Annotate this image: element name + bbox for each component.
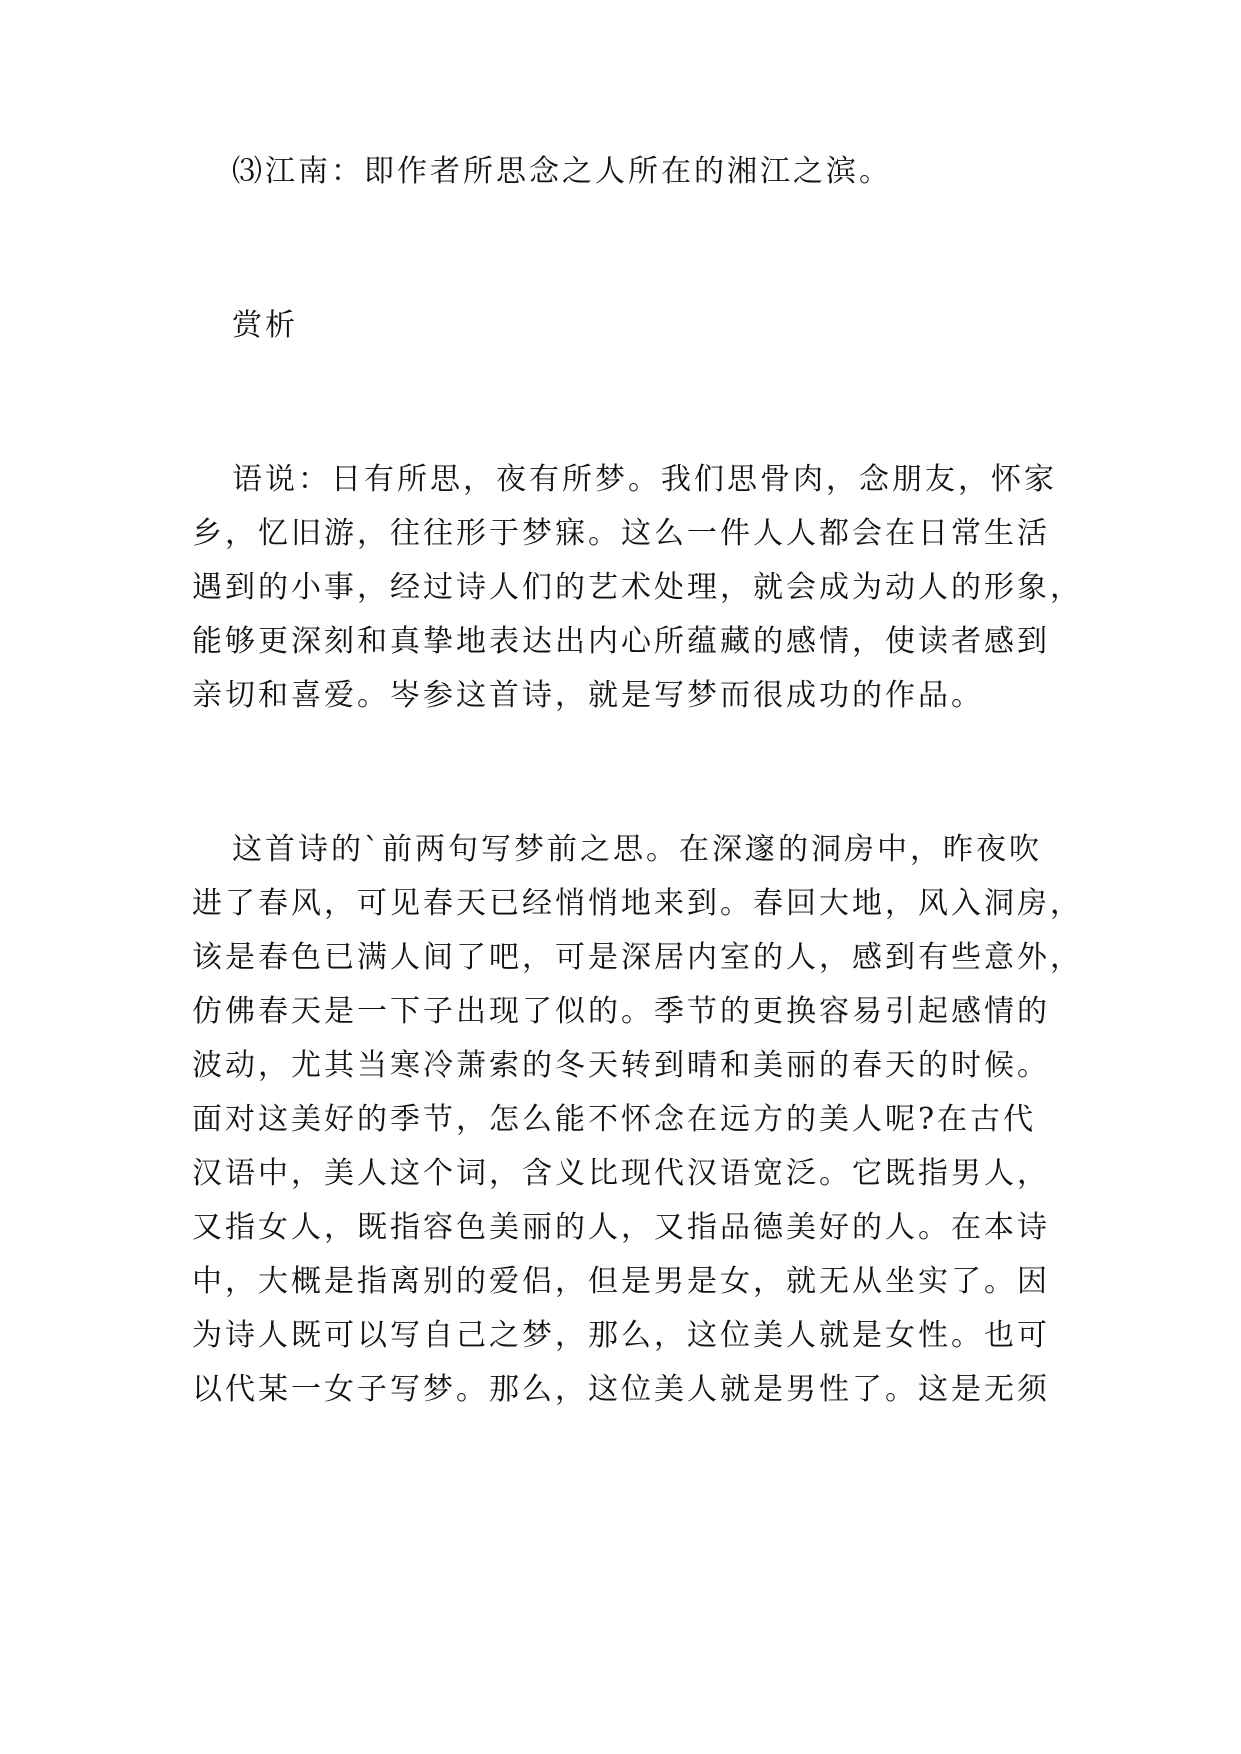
paragraph-line: 中，大概是指离别的爱侣，但是男是女，就无从坐实了。因	[192, 1264, 1050, 1299]
paragraph-line: 这首诗的`前两句写梦前之思。在深邃的洞房中，昨夜吹	[232, 832, 1042, 867]
paragraph-line: 面对这美好的季节，怎么能不怀念在远方的美人呢?在古代	[192, 1102, 1037, 1137]
paragraph-line: 能够更深刻和真挚地表达出内心所蕴藏的感情，使读者感到	[192, 624, 1050, 659]
paragraph-line: 进了春风，可见春天已经悄悄地来到。春回大地，风入洞房，	[192, 886, 1083, 921]
paragraph-line: 该是春色已满人间了吧，可是深居内室的人，感到有些意外，	[192, 940, 1083, 975]
note-line: ⑶江南：即作者所思念之人所在的湘江之滨。	[232, 154, 892, 189]
paragraph-line: 又指女人，既指容色美丽的人，又指品德美好的人。在本诗	[192, 1210, 1050, 1245]
paragraph-line: 以代某一女子写梦。那么，这位美人就是男性了。这是无须	[192, 1372, 1050, 1407]
paragraph-line: 仿佛春天是一下子出现了似的。季节的更换容易引起感情的	[192, 994, 1050, 1029]
paragraph-line: 语说：日有所思，夜有所梦。我们思骨肉，念朋友，怀家	[232, 462, 1057, 497]
paragraph-line: 亲切和喜爱。岑参这首诗，就是写梦而很成功的作品。	[192, 678, 984, 713]
paragraph-line: 遇到的小事，经过诗人们的艺术处理，就会成为动人的形象，	[192, 570, 1083, 605]
paragraph-line: 为诗人既可以写自己之梦，那么，这位美人就是女性。也可	[192, 1318, 1050, 1353]
paragraph-line: 乡，忆旧游，往往形于梦寐。这么一件人人都会在日常生活	[192, 516, 1050, 551]
paragraph-line: 汉语中，美人这个词，含义比现代汉语宽泛。它既指男人，	[192, 1156, 1050, 1191]
paragraph-line: 波动，尤其当寒冷萧索的冬天转到晴和美丽的春天的时候。	[192, 1048, 1050, 1083]
section-heading: 赏析	[232, 308, 298, 343]
